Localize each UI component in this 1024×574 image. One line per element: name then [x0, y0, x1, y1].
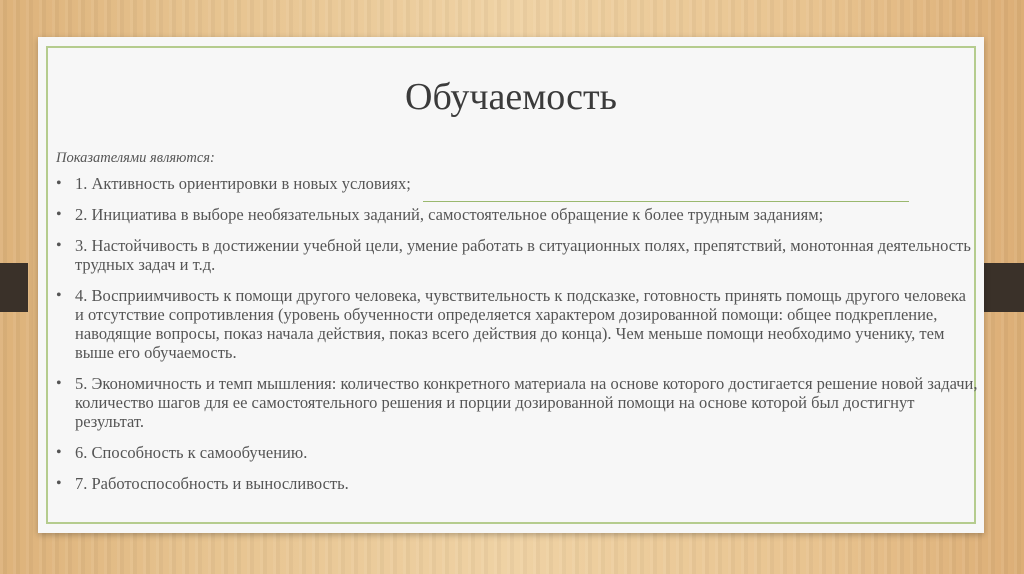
list-item: [56, 374, 978, 431]
list-item-text: 5. Экономичность и темп мышления: количество конкретного материала на основе которого достигается решение новой задачи, количество шагов для ее самостоятельного решения и порции дозированной помощи на основе которой был достигнут результат.: [75, 374, 978, 431]
list-item: [56, 205, 978, 224]
left-dark-band: [0, 263, 28, 312]
list-item-text: 2. Инициатива в выборе необязательных заданий, самостоятельное обращение к более трудным заданиям;: [75, 205, 824, 224]
bullet-icon: •: [56, 175, 62, 192]
list-item: [56, 236, 978, 274]
bullet-icon: •: [56, 475, 62, 492]
bullet-icon: •: [56, 237, 62, 254]
slide: [38, 37, 984, 533]
list-item-text: 3. Настойчивость в достижении учебной цели, умение работать в ситуационных полях, препятствий, монотонная деятельность трудных задач и т.д.: [75, 236, 971, 274]
intro-text: Показателями являются:: [56, 150, 215, 166]
list-item: [56, 174, 978, 193]
bullet-icon: •: [56, 206, 62, 223]
list-item-text: 7. Работоспособность и выносливость.: [75, 474, 349, 493]
list-item-text: 1. Активность ориентировки в новых условиях;: [75, 174, 411, 193]
list-item-text: 6. Способность к самообучению.: [75, 443, 308, 462]
slide-title: Обучаемость: [405, 76, 617, 118]
list-item: [56, 286, 978, 362]
slide-content: [56, 149, 978, 505]
list-item: [56, 443, 978, 462]
list-item-text: 4. Восприимчивость к помощи другого человека, чувствительность к подсказке, готовность принять помощь другого человека и отсутствие сопротивления (уровень обученности определяется характером дозированной помощи: общее подкрепление, наводящие вопросы, показ начала действия, показ всего действия до конца). Чем меньше помощи необходимо ученику, тем выше его обучаемость.: [75, 286, 967, 362]
list-item: [56, 474, 978, 493]
bullet-icon: •: [56, 444, 62, 461]
bullet-icon: •: [56, 375, 62, 392]
indicator-list: [56, 174, 978, 493]
bullet-icon: •: [56, 287, 62, 304]
